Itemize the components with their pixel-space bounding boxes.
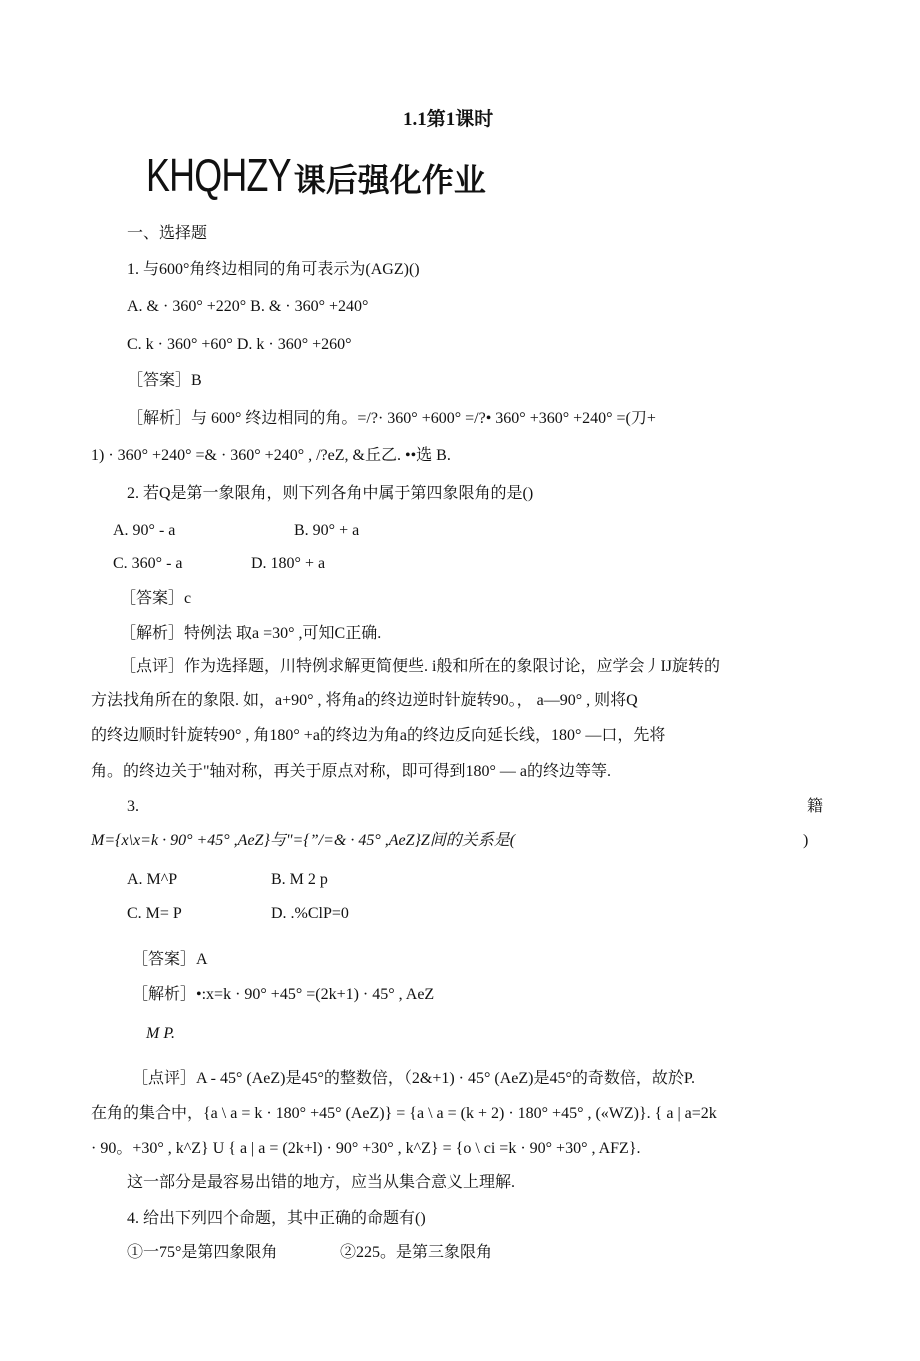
q2-option-d: D. 180° + a [251,555,326,572]
q1-options-cd: C. k · 360° +60° D. k · 360° +260° [127,336,352,353]
question-2: 2. 若Q是第一象限角，则下列各角中属于第四象限角的是() [127,485,534,502]
q2-comment-3: 的终边顺时针旋转90° , 角180° +a的终边为角a的终边反向延长线，180° —口，先将 [91,727,666,744]
q4-statement-1: ①一75°是第四象限角 [127,1244,278,1261]
q3-explanation: ［解析］•:x=k · 90° +45° =(2k+1) · 45° , AeZ [132,986,435,1003]
q3-comment-3: · 90。+30° , k^Z} U { a | a = (2k+l) · 90° +30° , k^Z} = {o \ ci =k · 90° +30° , AFZ}. [91,1140,641,1157]
banner-latin: KHQHZY [146,149,291,201]
q2-comment-4: 角。的终边关于"轴对称，再关于原点对称，即可得到180° — a的终边等等. [91,763,612,780]
q3-option-b: B. M 2 p [271,871,328,888]
homework-banner [146,148,486,202]
q3-option-c: C. M= P [127,905,182,922]
q3-comment-1: ［点评］A - 45° (AeZ)是45°的整数倍，（2&+1) · 45° (AeZ)是45°的奇数倍，故於P. [132,1070,696,1087]
question-3-number: 3. [127,798,139,815]
q4-statement-2: ②225。是第三象限角 [340,1244,493,1261]
q1-answer: ［答案］B [127,372,202,389]
q3-close-paren: ) [803,832,809,849]
question-4: 4. 给出下列四个命题，其中正确的命题有() [127,1210,426,1227]
q3-conclusion: M P. [146,1025,176,1042]
q2-option-c: C. 360° - a [113,555,183,572]
q1-options-ab: A. & · 360° +220° B. & · 360° +240° [127,298,369,315]
q2-option-a: A. 90° - a [113,522,176,539]
q2-explanation: ［解析］特例法 取a =30° ,可知C正确. [120,625,382,642]
q2-comment-1: ［点评］作为选择题，川特例求解更简便些. i般和所在的象限讨论，应学会丿IJ旋转的 [120,658,721,675]
q1-explanation-1: ［解析］与 600° 终边相同的角。=/?· 360° +600° =/?• 360° +360° +240° =(刀+ [127,410,656,427]
page-title: 1.1第1课时 [403,109,494,130]
q2-answer: ［答案］c [120,590,192,607]
q3-comment-2: 在角的集合中，{a \ a = k · 180° +45° (AeZ)} = {a \ a = (k + 2) · 180° +45° , («WZ)}. { a | a=2k [91,1105,717,1122]
q1-explanation-2: 1) · 360° +240° =& · 360° +240° , /?eZ, &丘乙. ••选 B. [91,447,451,464]
question-1: 1. 与600°角终边相同的角可表示为(AGZ)() [127,261,420,278]
section-heading: 一、选择题 [127,225,208,242]
banner-cjk: 课后强化作业 [293,161,486,199]
q3-note: 这一部分是最容易出错的地方，应当从集合意义上理解. [127,1174,516,1191]
q3-option-a: A. M^P [127,871,178,888]
question-3: M={x\x=k · 90° +45° ,AeZ}与"={”/=& · 45° ,AeZ}Z间的关系是( [91,832,516,849]
q2-option-b: B. 90° + a [294,522,360,539]
q3-option-d: D. .%ClP=0 [271,905,349,922]
q3-answer: ［答案］A [132,951,208,968]
q2-comment-2: 方法找角所在的象限. 如，a+90° , 将角a的终边逆时针旋转90。， a—90° , 则将Q [91,692,638,709]
q3-margin-char: 籍 [807,798,824,815]
